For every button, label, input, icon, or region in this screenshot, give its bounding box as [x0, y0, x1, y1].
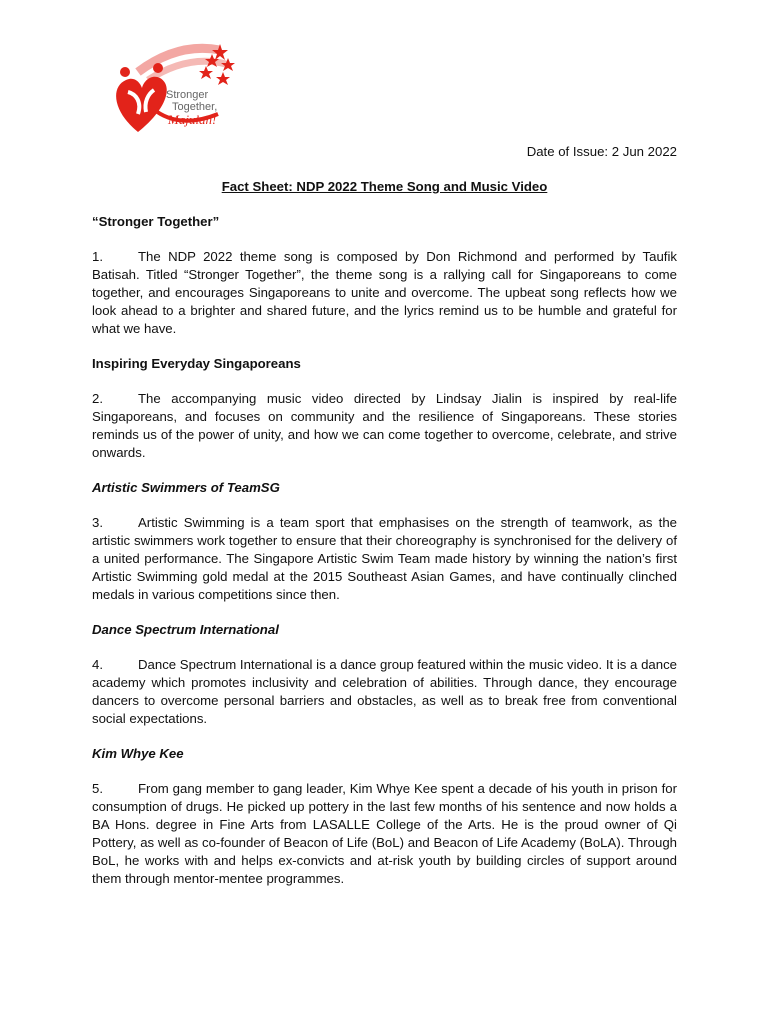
paragraph-text: The NDP 2022 theme song is composed by Don Richmond and performed by Taufik Batisah. Titled “Stronger Together”, the theme song is a rallying call for Singaporeans to come together, and encourages Singaporeans to unite and overcome. The upbeat song reflects how we look ahead to a brighter and shared future, and the lyrics remind us to be humble and grateful for what we have. [92, 249, 677, 336]
paragraph-1 [92, 248, 677, 338]
ndp-logo [108, 42, 238, 142]
paragraph-number: 3. [92, 515, 103, 530]
section-heading-2: Inspiring Everyday Singaporeans [92, 356, 301, 371]
section-heading-3: Artistic Swimmers of TeamSG [92, 480, 280, 495]
paragraph-4 [92, 656, 677, 728]
heart-figures-stars-logo-icon [108, 42, 238, 142]
paragraph-number: 4. [92, 657, 103, 672]
paragraph-number: 2. [92, 391, 103, 406]
paragraph-text: Dance Spectrum International is a dance group featured within the music video. It is a dance academy which promotes inclusivity and celebration of abilities. Through dance, they encourage dancers to overcome personal barriers and obstacles, as well as to break free from conventional social expectations. [92, 657, 677, 726]
paragraph-number: 1. [92, 249, 103, 264]
paragraph-3 [92, 514, 677, 604]
date-of-issue: Date of Issue: 2 Jun 2022 [526, 144, 677, 159]
logo-line3: Majulah! [168, 112, 217, 127]
logo-line1: Stronger [166, 89, 209, 101]
section-heading-1: “Stronger Together” [92, 214, 220, 229]
paragraph-5 [92, 780, 677, 888]
document-title: Fact Sheet: NDP 2022 Theme Song and Music Video [221, 179, 548, 194]
paragraph-number: 5. [92, 781, 103, 796]
section-heading-5: Kim Whye Kee [92, 746, 184, 761]
paragraph-2 [92, 390, 677, 462]
fact-sheet-document [92, 143, 677, 888]
section-heading-4: Dance Spectrum International [92, 622, 279, 637]
paragraph-text: The accompanying music video directed by Lindsay Jialin is inspired by real-life Singaporeans, and focuses on community and the resilience of Singaporeans. These stories reminds us of the power of unity, and how we can come together to overcome, celebrate, and strive onwards. [92, 391, 677, 460]
paragraph-text: From gang member to gang leader, Kim Whye Kee spent a decade of his youth in prison for consumption of drugs. He picked up pottery in the last few months of his sentence and now holds a BA Hons. degree in Fine Arts from LASALLE College of the Arts. He is the proud owner of Qi Pottery, as well as co-founder of Beacon of Life (BoL) and Beacon of Life Academy (BoLA). Through BoL, he works with and helps ex-convicts and at-risk youth by building circles of support around them through mentor-mentee programmes. [92, 781, 677, 886]
paragraph-text: Artistic Swimming is a team sport that emphasises on the strength of teamwork, as the artistic swimmers work together to ensure that their choreography is synchronised for the delivery of a united performance. The Singapore Artistic Swim Team made history by winning the nation’s first Artistic Swimming gold medal at the 2015 Southeast Asian Games, and have continually clinched medals in various competitions since then. [92, 515, 677, 602]
logo-line2: Together, [172, 101, 218, 113]
